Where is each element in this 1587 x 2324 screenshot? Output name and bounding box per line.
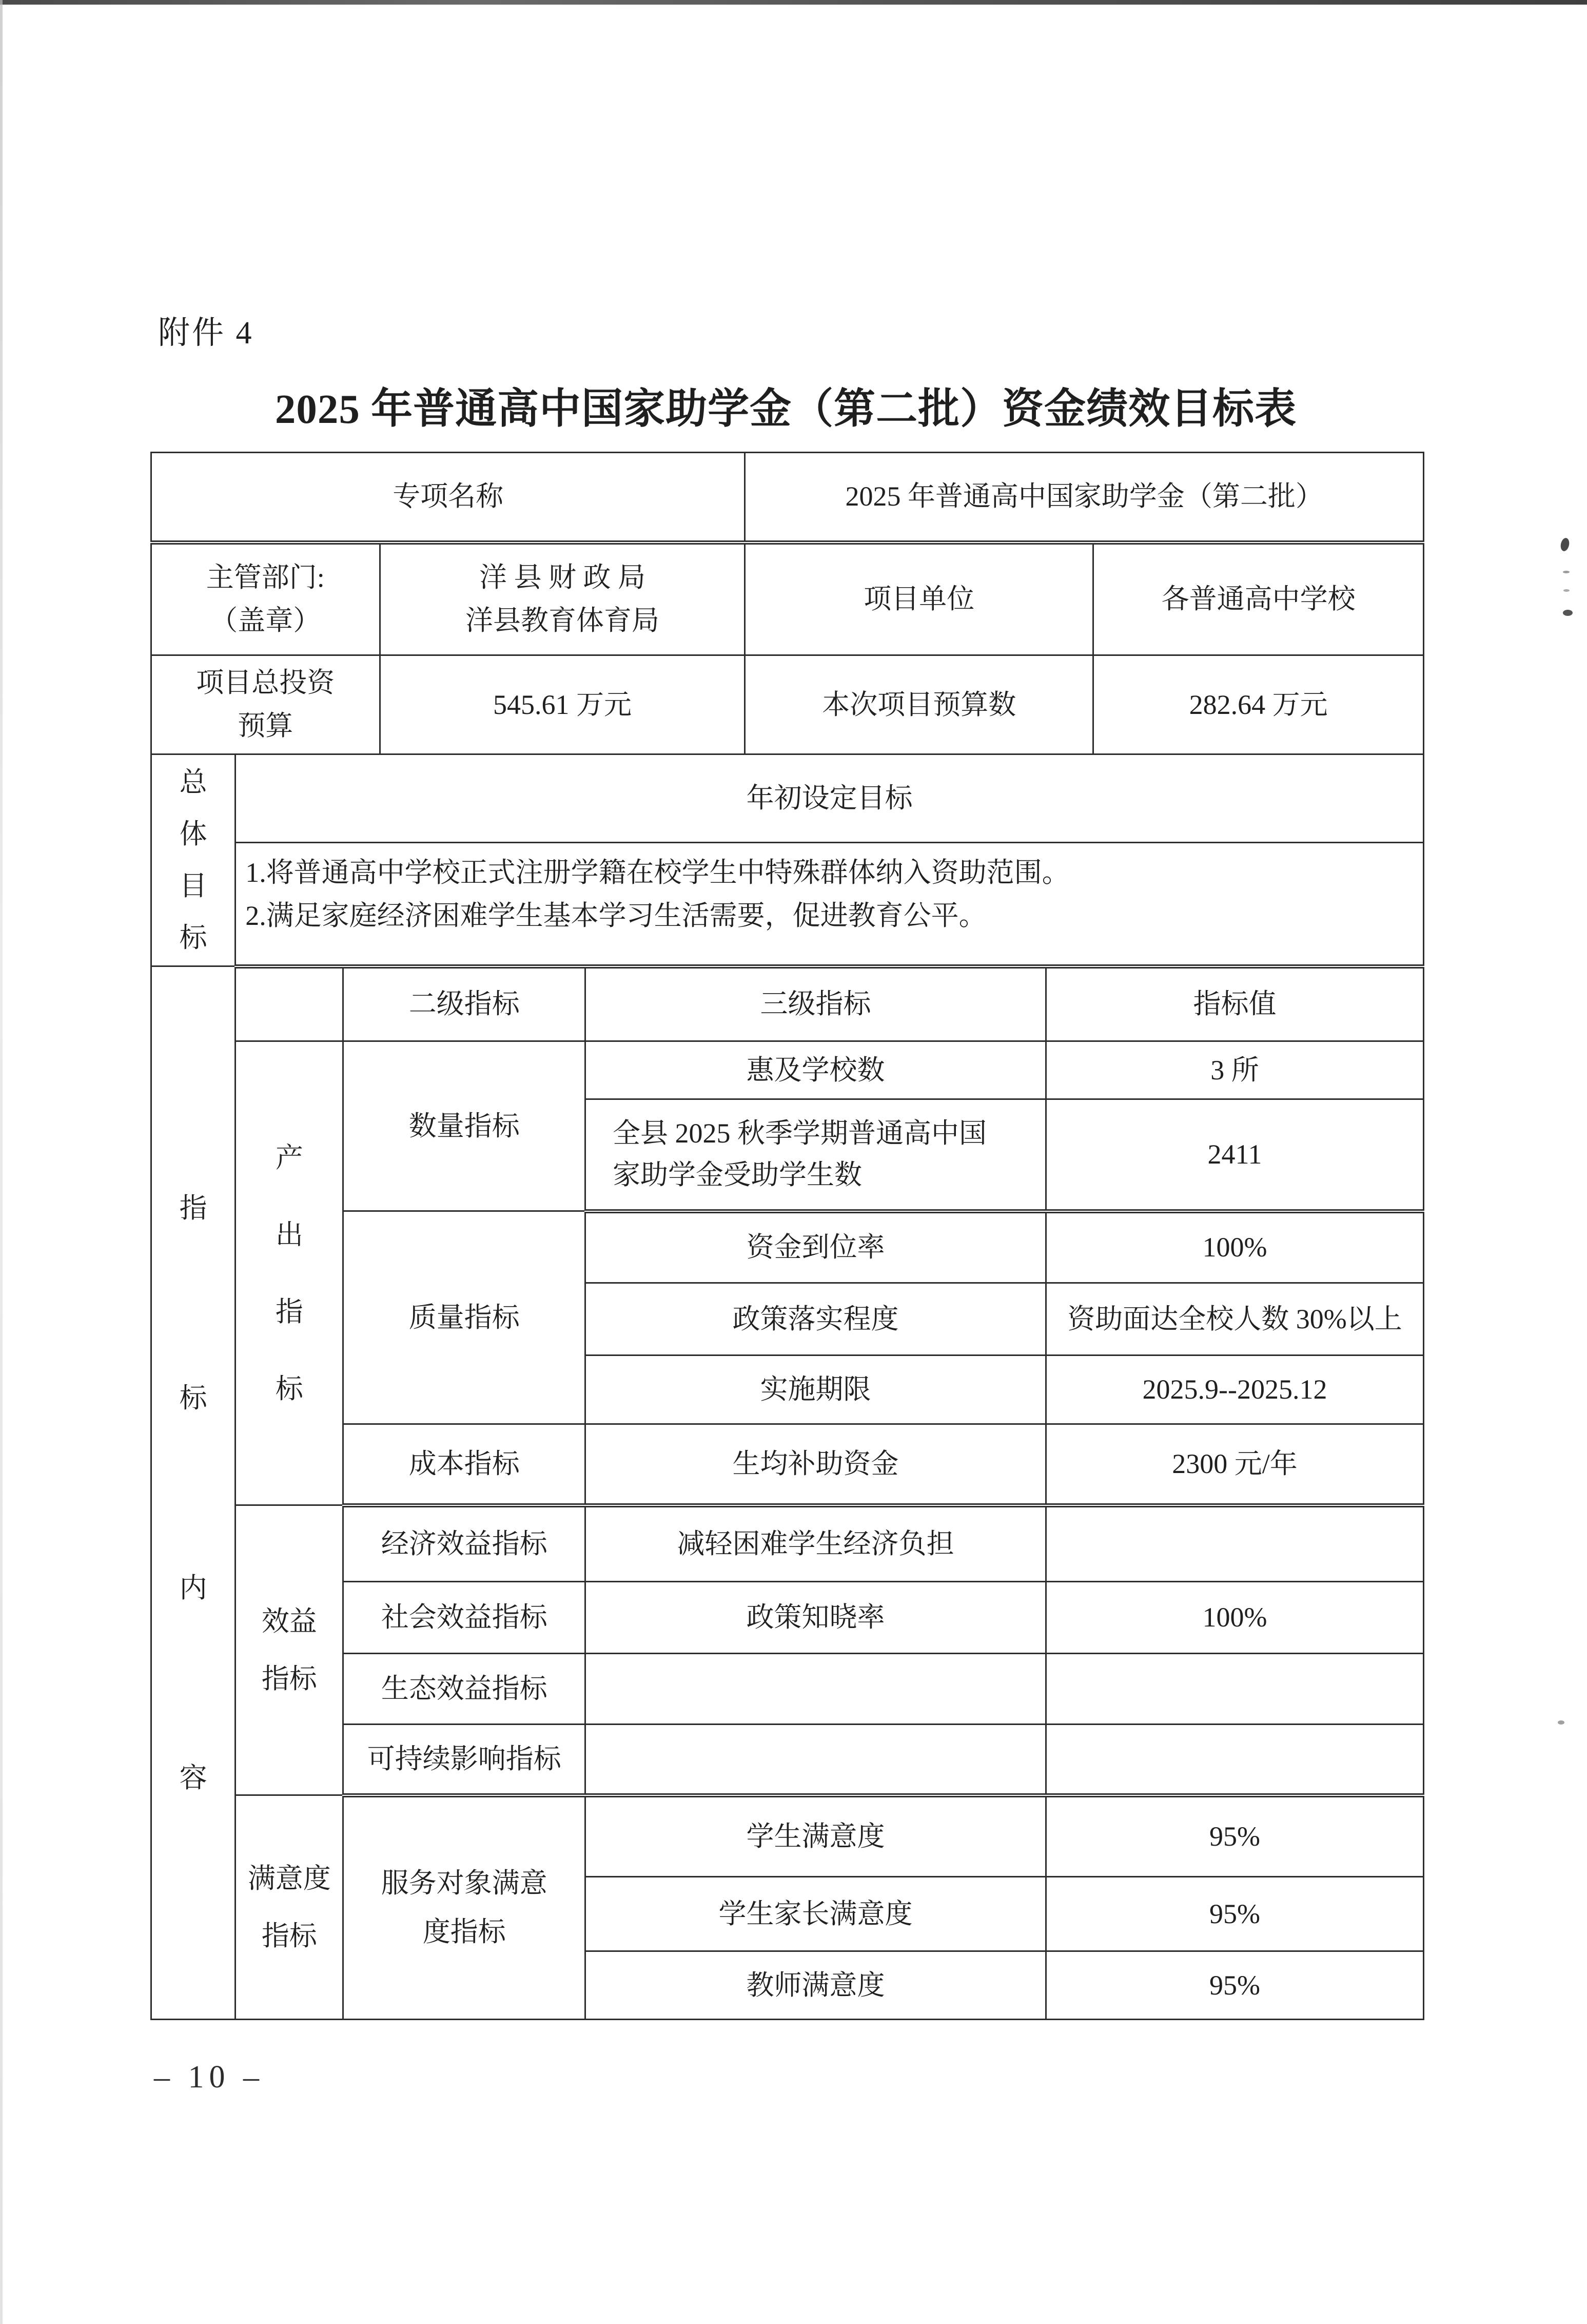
cell-header-value: 指标值 [1046,966,1424,1041]
cell-investment-value: 545.61 万元 [380,655,745,754]
cell-per-student-subsidy-label: 生均补助资金 [585,1424,1046,1505]
cell-ecological-value-empty [1046,1654,1424,1725]
cell-schools-value: 3 所 [1046,1041,1424,1099]
cell-funding-rate-label: 资金到位率 [585,1211,1046,1283]
cell-department-label [151,543,380,655]
department-value-line2: 洋县教育体育局 [465,605,659,636]
cell-teacher-satisfaction-label: 教师满意度 [585,1951,1046,2020]
cell-project-unit-value: 各普通高中学校 [1093,543,1424,655]
cell-budget-value: 282.64 万元 [1093,655,1424,754]
cell-ecological-l3-empty [585,1654,1046,1725]
cell-header-level2: 二级指标 [343,966,585,1041]
cell-schools-label: 惠及学校数 [585,1041,1046,1099]
ink-speck [1559,537,1570,552]
cell-students-value: 2411 [1046,1099,1424,1211]
cell-parent-satisfaction-value: 95% [1046,1877,1424,1951]
cell-cost-label: 成本指标 [343,1424,585,1505]
indicator-content-label: 指标内容 [179,1192,207,1793]
cell-quantity-label: 数量指标 [343,1041,585,1211]
ink-speck [1558,1720,1564,1725]
scan-left-edge-artifact [0,0,3,2324]
cell-project-unit-label: 项目单位 [745,543,1093,655]
service-satisfaction-label: 服务对象满意度指标 [381,1868,547,1948]
ink-speck [1563,610,1573,616]
row-indicator-header [151,966,1424,1041]
cell-per-student-subsidy-value: 2300 元/年 [1046,1424,1424,1505]
cell-student-satisfaction-label: 学生满意度 [585,1795,1046,1877]
cell-header-empty [236,966,343,1041]
row-student-satisfaction [151,1795,1424,1877]
cell-funding-rate-value: 100% [1046,1211,1424,1283]
cell-output-group [236,1041,343,1505]
cell-policy-awareness-value: 100% [1046,1582,1424,1654]
row-department [151,543,1424,655]
cell-project-name-label: 专项名称 [151,453,745,543]
cell-policy-implementation-label: 政策落实程度 [585,1283,1046,1355]
cell-implementation-period-label: 实施期限 [585,1355,1046,1424]
row-economic [151,1505,1424,1582]
output-group-label: 产出指标 [275,1142,303,1404]
cell-burden-reduction-label: 减轻困难学生经济负担 [585,1505,1046,1582]
performance-indicators-table [150,753,1424,2020]
cell-indicator-content-vertical-label [151,966,236,2020]
cell-service-satisfaction-label [343,1795,585,2020]
row-schools [151,1041,1424,1099]
cell-burden-reduction-value [1046,1505,1424,1582]
department-value-line1: 洋 县 财 政 局 [479,562,645,593]
cell-benefit-group [236,1505,343,1795]
row-project-name [151,453,1424,543]
cell-sustainable-l3-empty [585,1725,1046,1795]
cell-sustainable-label: 可持续影响指标 [343,1725,585,1795]
cell-department-value [380,543,745,655]
cell-sustainable-value-empty [1046,1725,1424,1795]
row-investment [151,655,1424,754]
cell-teacher-satisfaction-value: 95% [1046,1951,1424,2020]
ink-speck [1563,571,1570,573]
cell-project-name-value: 2025 年普通高中国家助学金（第二批） [745,453,1424,543]
cell-investment-label [151,655,380,754]
cell-policy-awareness-label: 政策知晓率 [585,1582,1046,1654]
row-goal-items [151,843,1424,966]
benefit-group-label: 效益指标 [261,1606,317,1694]
satisfaction-group-label: 满意度指标 [247,1863,331,1951]
goal-item-2: 2.满足家庭经济困难学生基本学习生活需要，促进教育公平。 [245,900,987,931]
attachment-label: 附件 4 [158,316,254,351]
scan-top-edge-artifact [0,0,1587,5]
investment-label-line2: 预算 [238,710,293,741]
cell-header-level3: 三级指标 [585,966,1046,1041]
department-label-line1: 主管部门: [206,562,325,593]
cell-parent-satisfaction-label: 学生家长满意度 [585,1877,1046,1951]
cell-quality-label: 质量指标 [343,1211,585,1424]
cell-overall-goal-vertical-label [151,754,236,966]
ink-speck [1563,589,1570,592]
cell-goal-header: 年初设定目标 [236,754,1424,843]
cell-social-label: 社会效益指标 [343,1582,585,1654]
department-label-line2: （盖章） [210,605,321,636]
cell-policy-implementation-value: 资助面达全校人数 30%以上 [1046,1283,1424,1355]
investment-label-line1: 项目总投资 [196,667,335,699]
cell-goal-items [236,843,1424,966]
cell-implementation-period-value: 2025.9--2025.12 [1046,1355,1424,1424]
cell-student-satisfaction-value: 95% [1046,1795,1424,1877]
overall-goal-label: 总体目标 [179,767,207,953]
cell-budget-label: 本次项目预算数 [745,655,1093,754]
goal-item-1: 1.将普通高中学校正式注册学籍在校学生中特殊群体纳入资助范围。 [245,857,1070,888]
cell-students-label: 全县 2025 秋季学期普通高中国家助学金受助学生数 [585,1099,1046,1211]
cell-economic-label: 经济效益指标 [343,1505,585,1582]
page-title: 2025 年普通高中国家助学金（第二批）资金绩效目标表 [275,386,1297,432]
cell-ecological-label: 生态效益指标 [343,1654,585,1725]
cell-satisfaction-group [236,1795,343,2020]
project-info-table [150,452,1424,755]
row-goal-header [151,754,1424,843]
page-number: – 10 – [154,2060,264,2095]
